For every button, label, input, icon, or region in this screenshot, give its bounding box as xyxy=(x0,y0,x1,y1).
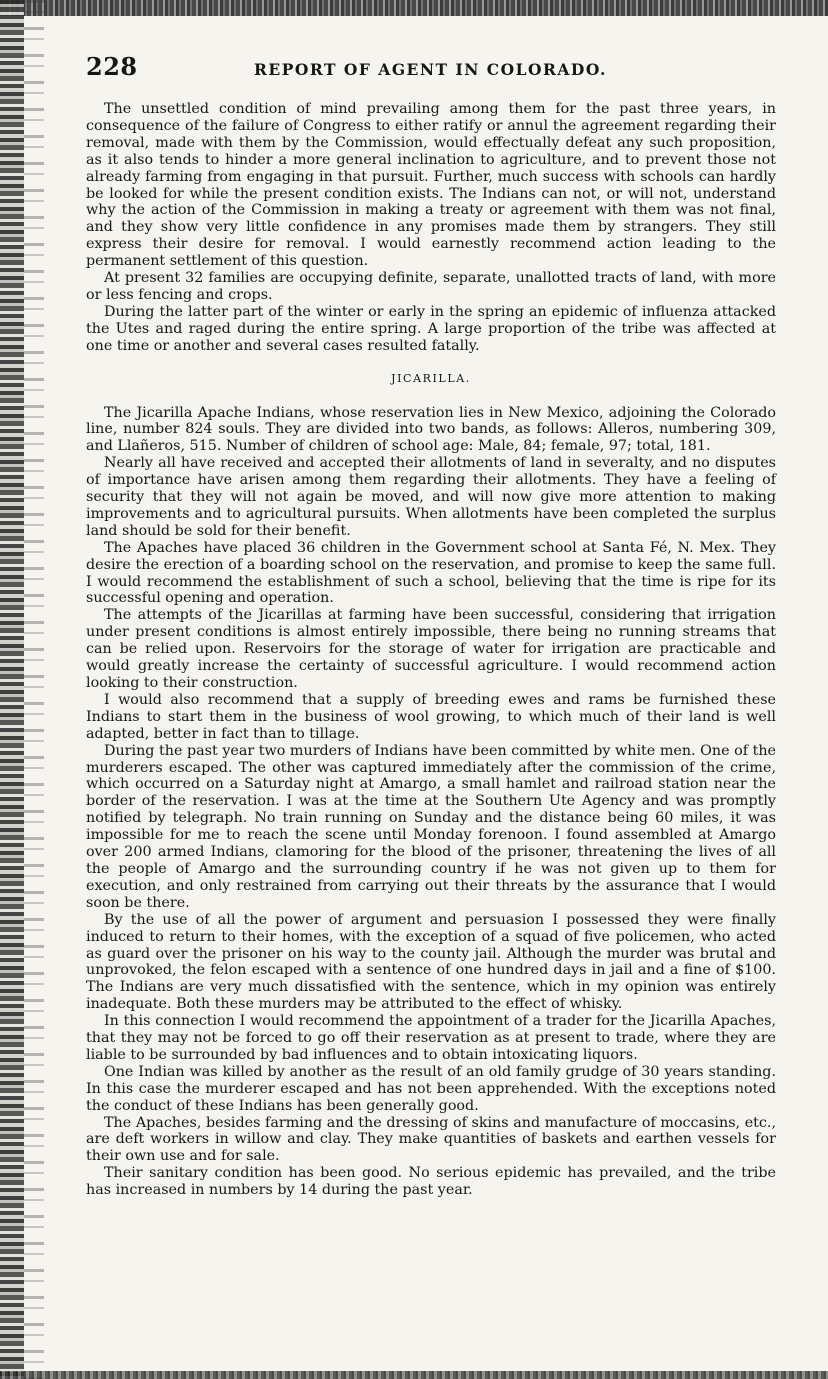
paragraph: By the use of all the power of argument and persuasion I possessed they were finally induced to return to their homes, with the exception of a squad of five policemen, who acted as guard over the prisoner on his way to the county jail. Although the murder was brutal and unprovoked, the felon escaped with a sentence of one hundred days in jail and a fine of $100. The Indians are very much dissatisfied with the sentence, which in my opinion was entirely inadequate. Both these murders may be attributed to the effect of whisky. xyxy=(86,911,776,1013)
paragraph: The attempts of the Jicarillas at farming have been successful, considering that irrigation under present conditions is almost entirely impossible, there being no running streams that can be relied upon. Reservoirs for the storage of water for irrigation are practicable and would greatly increase the certainty of successful agriculture. I would recommend action looking to their construction. xyxy=(86,607,776,691)
paragraph: One Indian was killed by another as the result of an old family grudge of 30 years standing. In this case the murderer escaped and has not been apprehended. With the exceptions noted the conduct of these Indians has been generally good. xyxy=(86,1063,776,1114)
scan-binding-shadow xyxy=(24,0,44,1379)
paragraph: The unsettled condition of mind prevailing among them for the past three years, in consequence of the failure of Congress to either ratify or annul the agreement regarding their removal, made with them by the Commission, would effectually defeat any such proposition, as it also tends to hinder a more general inclination to agriculture, and to prevent those not already farming from engaging in that pursuit. Further, much success with schools can hardly be looked for while the present condition exists. The Indians can not, or will not, understand why the action of the Commission in making a treaty or agreement with them was not final, and they show very little confidence in any promises made them by strangers. They still express their desire for removal. I would earnestly recommend action leading to the permanent settlement of this question. xyxy=(86,101,776,270)
paragraph: Nearly all have received and accepted their allotments of land in severalty, and no disputes of importance have arisen among them regarding their allotments. They have a feeling of security that they will not again be moved, and will now give more attention to making improvements and to agricultural pursuits. When allotments have been completed the surplus land should be sold for their benefit. xyxy=(86,455,776,539)
paragraph: The Apaches have placed 36 children in the Government school at Santa Fé, N. Mex. They desire the erection of a boarding school on the reservation, and promise to keep the same full. I would recommend the establishment of such a school, believing that the time is ripe for its successful opening and operation. xyxy=(86,539,776,607)
paragraph: The Jicarilla Apache Indians, whose reservation lies in New Mexico, adjoining the Colorado line, number 824 souls. They are divided into two bands, as follows: Alleros, numbering 309, and Llañeros, 515. Number of children of school age: Male, 84; female, 97; total, 181. xyxy=(86,404,776,455)
scan-bottom-edge xyxy=(0,1371,828,1379)
scan-top-edge xyxy=(0,0,828,16)
page-body xyxy=(86,101,776,1199)
paragraph: Their sanitary condition has been good. No serious epidemic has prevailed, and the tribe has increased in numbers by 14 during the past year. xyxy=(86,1165,776,1199)
scan-binding-edge xyxy=(0,0,24,1379)
paragraph: During the past year two murders of Indians have been committed by white men. One of the murderers escaped. The other was captured immediately after the commission of the crime, which occurred on a Saturday night at Amargo, a small hamlet and railroad station near the border of the reservation. I was at the time at the Southern Ute Agency and was promptly notified by telegraph. No train running on Sunday and the distance being 60 miles, it was impossible for me to reach the scene until Monday forenoon. I found assembled at Amargo over 200 armed Indians, clamoring for the blood of the prisoner, threatening the lives of all the people of Amargo and the surrounding country if he was not given up to them for execution, and only restrained from carrying out their threats by the assurance that I would soon be there. xyxy=(86,742,776,911)
paragraph: At present 32 families are occupying definite, separate, unallotted tracts of land, with more or less fencing and crops. xyxy=(86,270,776,303)
running-head: REPORT OF AGENT IN COLORADO. xyxy=(254,60,607,79)
paragraph: In this connection I would recommend the appointment of a trader for the Jicarilla Apaches, that they may not be forced to go off their reservation as at present to trade, where they are liable to be surrounded by bad influences and to obtain intoxicating liquors. xyxy=(86,1013,776,1063)
page-number: 228 xyxy=(86,52,138,81)
paragraph: During the latter part of the winter or early in the spring an epidemic of influenza attacked the Utes and raged during the entire spring. A large proportion of the tribe was affected at one time or another and several cases resulted fatally. xyxy=(86,303,776,354)
paragraph: The Apaches, besides farming and the dressing of skins and manufacture of moccasins, etc., are deft workers in willow and clay. They make quantities of baskets and earthen vessels for their own use and for sale. xyxy=(86,1114,776,1165)
page-header xyxy=(86,52,776,86)
paragraph: I would also recommend that a supply of breeding ewes and rams be furnished these Indians to start them in the business of wool growing, to which much of their land is well adapted, better in fact than to tillage. xyxy=(86,691,776,742)
section-heading-jicarilla: JICARILLA. xyxy=(391,371,471,385)
